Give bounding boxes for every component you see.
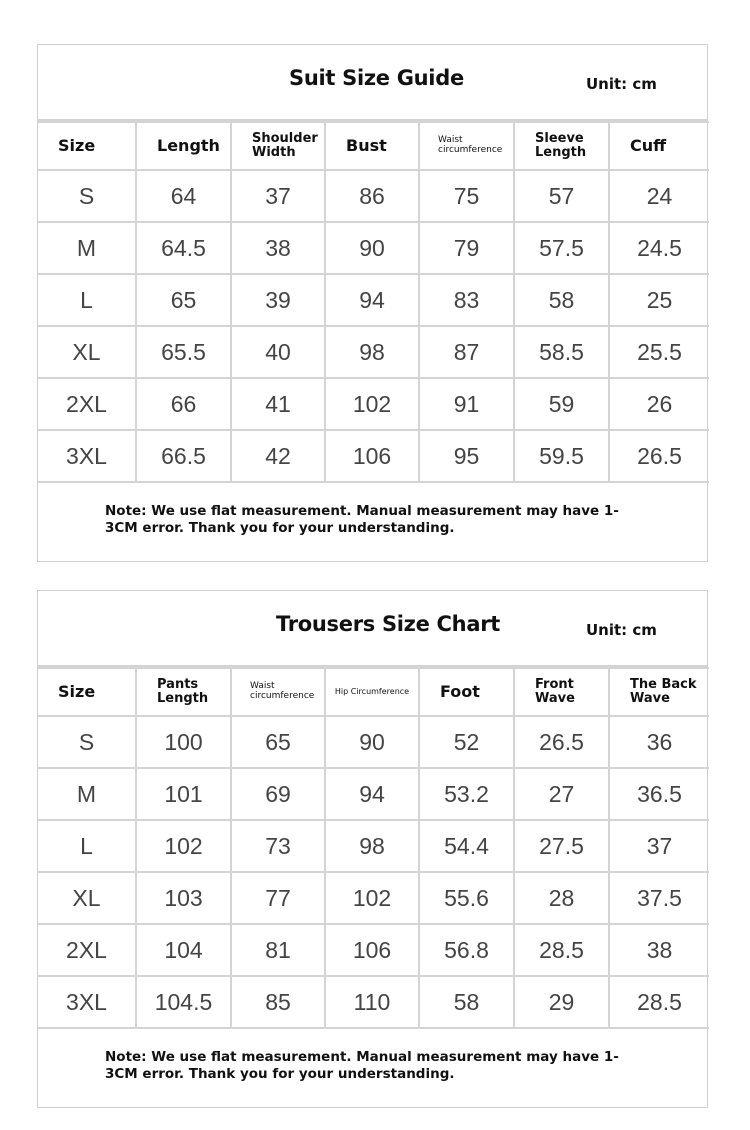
trousers-cell: 69 [231,768,325,820]
trousers-cell: 77 [231,872,325,924]
trousers-unit: Unit: cm [586,621,657,639]
suit-cell: 106 [325,430,419,482]
suit-cell: 42 [231,430,325,482]
suit-cell: 64 [136,170,231,222]
suit-cell: 3XL [38,430,136,482]
suit-cell: 39 [231,274,325,326]
suit-header-shoulder-width: Shoulder Width [231,122,325,170]
suit-header-sleeve-length: Sleeve Length [514,122,609,170]
trousers-size-chart [37,590,708,1108]
suit-cell: 94 [325,274,419,326]
table-row [38,326,709,378]
trousers-size-table [38,667,709,1029]
suit-cell: 26 [609,378,709,430]
trousers-cell: 26.5 [514,716,609,768]
suit-unit: Unit: cm [586,75,657,93]
suit-cell: 57 [514,170,609,222]
trousers-cell: 2XL [38,924,136,976]
suit-cell: 41 [231,378,325,430]
trousers-cell: 37 [609,820,709,872]
table-row [38,430,709,482]
trousers-cell: 36.5 [609,768,709,820]
trousers-note: Note: We use flat measurement. Manual measurement may have 1-3CM error. Thank you for your understanding. [105,1049,619,1082]
suit-title-row [38,45,707,121]
suit-cell: 65 [136,274,231,326]
trousers-title: Trousers Size Chart [276,612,500,636]
trousers-cell: 53.2 [419,768,514,820]
suit-cell: 2XL [38,378,136,430]
suit-cell: 38 [231,222,325,274]
trousers-cell: 3XL [38,976,136,1028]
suit-cell: 65.5 [136,326,231,378]
trousers-cell: 101 [136,768,231,820]
trousers-header-back-wave: The Back Wave [609,668,709,716]
suit-header-bust: Bust [325,122,419,170]
suit-cell: 25 [609,274,709,326]
trousers-header-foot: Foot [419,668,514,716]
suit-cell: 75 [419,170,514,222]
suit-size-guide [37,44,708,562]
trousers-cell: 104.5 [136,976,231,1028]
trousers-cell: S [38,716,136,768]
suit-cell: 26.5 [609,430,709,482]
table-row [38,924,709,976]
trousers-header-pants-length: Pants Length [136,668,231,716]
suit-cell: S [38,170,136,222]
table-row [38,378,709,430]
suit-cell: 95 [419,430,514,482]
table-row [38,976,709,1028]
trousers-cell: 73 [231,820,325,872]
trousers-cell: 58 [419,976,514,1028]
suit-cell: 91 [419,378,514,430]
suit-cell: 86 [325,170,419,222]
trousers-header-waist: Waist circumference [231,668,325,716]
trousers-cell: 102 [136,820,231,872]
trousers-cell: 36 [609,716,709,768]
trousers-cell: 110 [325,976,419,1028]
trousers-cell: 98 [325,820,419,872]
trousers-cell: 100 [136,716,231,768]
suit-cell: 58.5 [514,326,609,378]
suit-cell: 87 [419,326,514,378]
trousers-cell: 29 [514,976,609,1028]
trousers-cell: 81 [231,924,325,976]
suit-cell: 37 [231,170,325,222]
suit-note: Note: We use flat measurement. Manual measurement may have 1-3CM error. Thank you for your understanding. [105,503,619,536]
suit-cell: M [38,222,136,274]
suit-cell: 102 [325,378,419,430]
suit-cell: L [38,274,136,326]
trousers-cell: 55.6 [419,872,514,924]
suit-cell: 59.5 [514,430,609,482]
suit-cell: 24 [609,170,709,222]
trousers-cell: 56.8 [419,924,514,976]
table-row [38,716,709,768]
suit-cell: 83 [419,274,514,326]
trousers-cell: 102 [325,872,419,924]
trousers-cell: 52 [419,716,514,768]
trousers-cell: 27 [514,768,609,820]
suit-title: Suit Size Guide [289,66,464,90]
suit-cell: 66 [136,378,231,430]
trousers-cell: 65 [231,716,325,768]
trousers-cell: 104 [136,924,231,976]
trousers-cell: 94 [325,768,419,820]
suit-header-length: Length [136,122,231,170]
suit-cell: 24.5 [609,222,709,274]
trousers-header-size: Size [38,668,136,716]
table-row [38,274,709,326]
suit-cell: 98 [325,326,419,378]
suit-cell: 66.5 [136,430,231,482]
suit-cell: XL [38,326,136,378]
suit-cell: 25.5 [609,326,709,378]
suit-cell: 79 [419,222,514,274]
table-row [38,170,709,222]
table-row [38,872,709,924]
trousers-cell: 106 [325,924,419,976]
trousers-cell: 90 [325,716,419,768]
trousers-cell: 103 [136,872,231,924]
suit-cell: 64.5 [136,222,231,274]
table-row [38,222,709,274]
trousers-cell: 38 [609,924,709,976]
table-row [38,820,709,872]
trousers-title-row [38,591,707,667]
trousers-cell: 28 [514,872,609,924]
trousers-header-hip: Hip Circumference [325,668,419,716]
suit-size-table [38,121,709,483]
trousers-cell: 28.5 [514,924,609,976]
trousers-cell: XL [38,872,136,924]
suit-header-size: Size [38,122,136,170]
suit-header-row [38,122,709,170]
trousers-cell: 54.4 [419,820,514,872]
trousers-cell: L [38,820,136,872]
trousers-header-front-wave: Front Wave [514,668,609,716]
trousers-cell: 27.5 [514,820,609,872]
trousers-header-row [38,668,709,716]
suit-header-waist: Waist circumference [419,122,514,170]
suit-cell: 59 [514,378,609,430]
trousers-cell: 85 [231,976,325,1028]
trousers-cell: M [38,768,136,820]
suit-cell: 58 [514,274,609,326]
suit-cell: 40 [231,326,325,378]
trousers-cell: 28.5 [609,976,709,1028]
suit-cell: 90 [325,222,419,274]
suit-header-cuff: Cuff [609,122,709,170]
suit-cell: 57.5 [514,222,609,274]
trousers-cell: 37.5 [609,872,709,924]
table-row [38,768,709,820]
